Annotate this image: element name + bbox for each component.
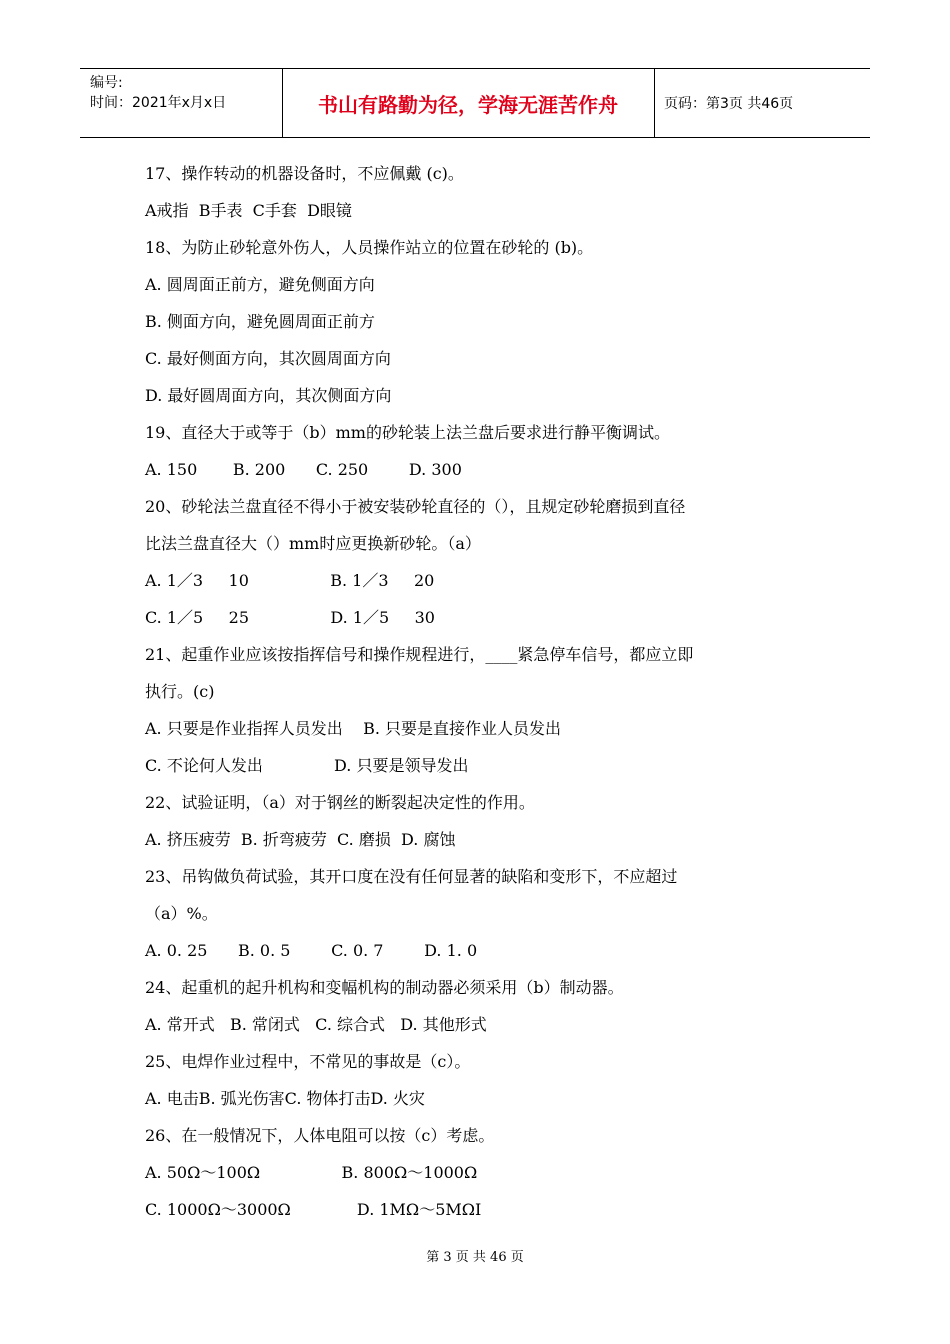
answer-option: B. 侧面方向，避免圆周面正前方 [145, 312, 375, 331]
answer-options: A. 0. 25 B. 0. 5 C. 0. 7 D. 1. 0 [145, 941, 478, 960]
document-date: 时间：2021年x月x日 [90, 95, 227, 111]
answer-options: A. 挤压疲劳 B. 折弯疲劳 C. 磨损 D. 腐蚀 [145, 830, 456, 849]
page-footer: 第 3 页 共 46 页 [426, 1250, 524, 1265]
question-line: 26、在一般情况下，人体电阻可以按（c）考虑。 [145, 1126, 495, 1145]
question-line: （a）%。 [145, 904, 218, 923]
answer-options: A. 电击B. 弧光伤害C. 物体打击D. 火灾 [145, 1089, 425, 1108]
question-list [145, 155, 805, 1228]
header-meta [90, 73, 226, 113]
question-line: 25、电焊作业过程中，不常见的事故是（c）。 [145, 1052, 471, 1071]
question-line: 比法兰盘直径大（）mm时应更换新砂轮。（a） [145, 534, 481, 553]
answer-options: A. 只要是作业指挥人员发出 B. 只要是直接作业人员发出 [145, 719, 562, 738]
answer-options: A. 常开式 B. 常闭式 C. 综合式 D. 其他形式 [145, 1015, 487, 1034]
question-line: 18、为防止砂轮意外伤人，人员操作站立的位置在砂轮的 (b)。 [145, 238, 594, 257]
answer-option: D. 最好圆周面方向，其次侧面方向 [145, 386, 392, 405]
question-line: 19、直径大于或等于（b）mm的砂轮装上法兰盘后要求进行静平衡调试。 [145, 423, 670, 442]
answer-option: C. 最好侧面方向，其次圆周面方向 [145, 349, 391, 368]
page-header [80, 68, 870, 138]
answer-options: C. 1／5 25 D. 1／5 30 [145, 608, 435, 627]
answer-options: C. 不论何人发出 D. 只要是领导发出 [145, 756, 469, 775]
question-line: 23、吊钩做负荷试验，其开口度在没有任何显著的缺陷和变形下，不应超过 [145, 867, 678, 886]
question-line: 24、起重机的起升机构和变幅机构的制动器必须采用（b）制动器。 [145, 978, 624, 997]
answer-options: A. 50Ω～100Ω B. 800Ω～1000Ω [145, 1163, 478, 1182]
answer-option: A. 圆周面正前方，避免侧面方向 [145, 275, 375, 294]
question-line: 17、操作转动的机器设备时，不应佩戴 (c)。 [145, 164, 464, 183]
answer-options: C. 1000Ω～3000Ω D. 1MΩ～5MΩI [145, 1200, 482, 1219]
question-line: 21、起重作业应该按指挥信号和操作规程进行，____紧急停车信号，都应立即 [145, 645, 694, 664]
question-line: 执行。(c) [145, 682, 215, 701]
answer-options: A. 1／3 10 B. 1／3 20 [145, 571, 435, 590]
header-divider [654, 69, 655, 137]
document-number-label: 编号: [90, 75, 123, 91]
header-motto: 书山有路勤为径，学海无涯苦作舟 [318, 92, 618, 117]
answer-options: A. 150 B. 200 C. 250 D. 300 [145, 460, 462, 479]
question-line: 22、试验证明，（a）对于钢丝的断裂起决定性的作用。 [145, 793, 535, 812]
answer-options: A戒指 B手表 C手套 D眼镜 [145, 201, 352, 220]
header-page-info: 页码：第3页 共46页 [664, 96, 794, 112]
question-line: 20、砂轮法兰盘直径不得小于被安装砂轮直径的（），且规定砂轮磨损到直径 [145, 497, 686, 516]
